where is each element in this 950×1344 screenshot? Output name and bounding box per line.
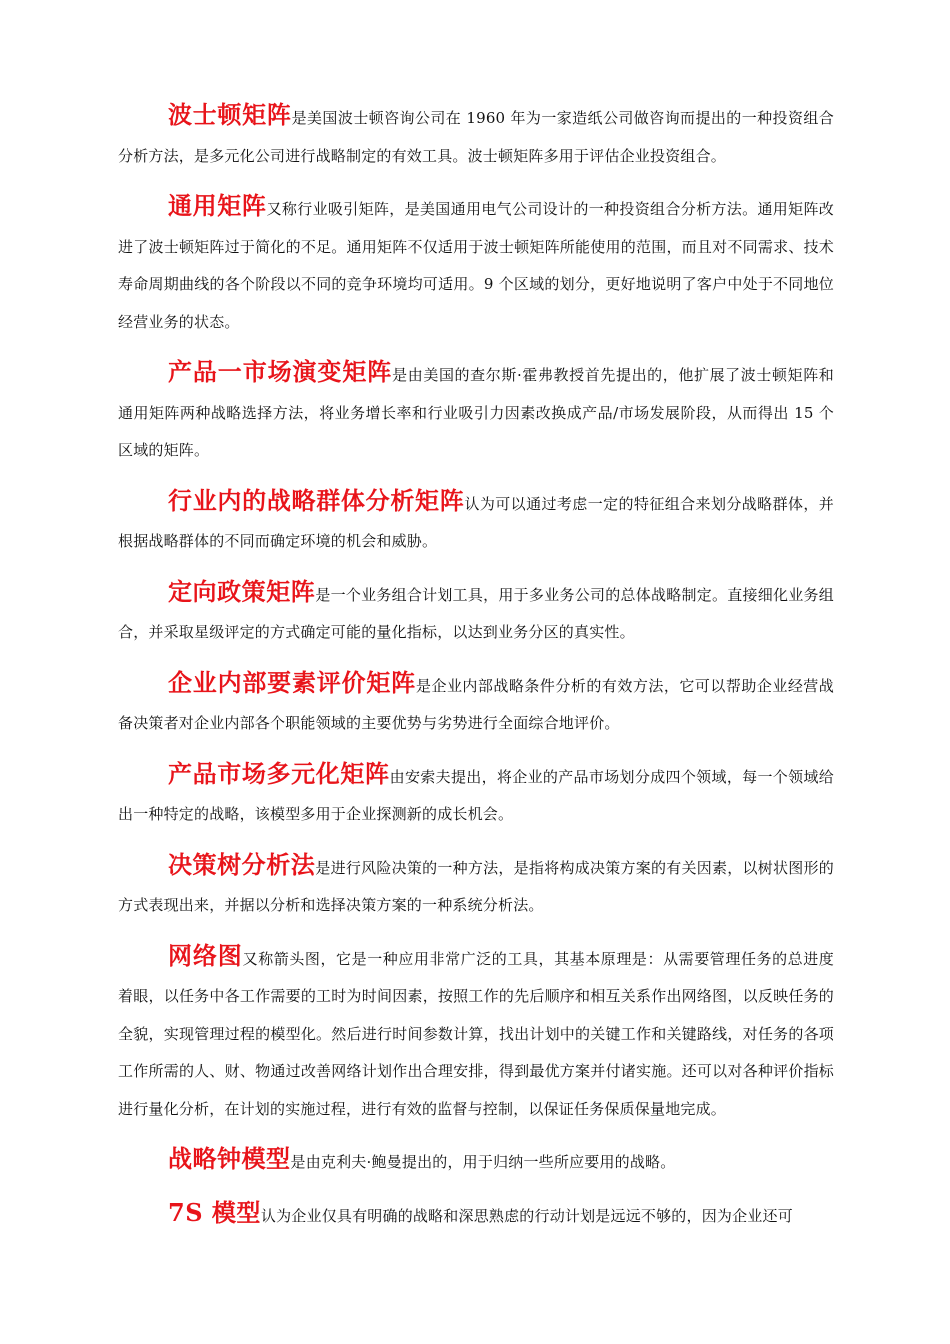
term-heading: 定向政策矩阵 [168, 576, 316, 606]
entry-text: 是企业内部战略条件分析的有效方法，它可以帮助企业经营战备决策者对企业内部各个职能领域的主要优势与劣势进行全面综合地评价。 [118, 676, 835, 732]
term-heading: 7S 模型 [168, 1197, 261, 1227]
entry-strategic-group-matrix [118, 482, 834, 561]
entry-text: 又称箭头图，它是一种应用非常广泛的工具，其基本原理是：从需要管理任务的总进度着眼，以任务中各工作需要的工时为时间因素，按照工作的先后顺序和相互关系作出网络图，以反映任务的全貌，实现管理过程的模型化。然后进行时间参数计算，找出计划中的关键工作和关键路线，对任务的各项工作所需的人、财、物通过改善网络计划作出合理安排，得到最优方案并付诸实施。还可以对各种评价指标进行量化分析，在计划的实施过程，进行有效的监督与控制，以保证任务保质保量地完成。 [118, 949, 835, 1118]
entry-ge-matrix [118, 187, 834, 341]
entry-text: 由安索夫提出，将企业的产品市场划分成四个领域，每一个领域给出一种特定的战略，该模型多用于企业探测新的成长机会。 [118, 767, 834, 823]
entry-directional-policy-matrix [118, 573, 834, 652]
term-heading: 行业内的战略群体分析矩阵 [168, 485, 465, 515]
entry-ansoff-matrix [118, 755, 834, 834]
entry-network-diagram [118, 937, 834, 1129]
entry-product-market-evolution-matrix [118, 353, 834, 470]
document-page [118, 96, 834, 1235]
entry-decision-tree [118, 846, 834, 925]
entry-text: 认为可以通过考虑一定的特征组合来划分战略群体，并根据战略群体的不同而确定环境的机会和威胁。 [118, 494, 834, 550]
entry-text: 是进行风险决策的一种方法，是指将构成决策方案的有关因素，以树状图形的方式表现出来，并据以分析和选择决策方案的一种系统分析法。 [118, 858, 834, 914]
entry-strategy-clock [118, 1140, 834, 1182]
term-heading: 企业内部要素评价矩阵 [168, 667, 416, 697]
term-heading: 产品市场多元化矩阵 [168, 758, 390, 788]
entry-text: 是一个业务组合计划工具，用于多业务公司的总体战略制定。直接细化业务组合，并采取星级评定的方式确定可能的量化指标，以达到业务分区的真实性。 [118, 585, 834, 641]
term-heading: 网络图 [168, 940, 243, 970]
entry-7s-model [118, 1194, 834, 1236]
entry-internal-factor-matrix [118, 664, 834, 743]
term-heading: 产品一市场演变矩阵 [168, 357, 393, 386]
entry-text: 认为企业仅具有明确的战略和深思熟虑的行动计划是远远不够的，因为企业还可 [260, 1206, 793, 1225]
term-heading: 通用矩阵 [168, 191, 267, 220]
entry-text: 是美国波士顿咨询公司在 1960 年为一家造纸公司做咨询而提出的一种投资组合分析方法，是多元化公司进行战略制定的有效工具。波士顿矩阵多用于评估企业投资组合。 [118, 109, 834, 165]
term-heading: 战略钟模型 [168, 1144, 291, 1173]
entry-text: 是由美国的查尔斯·霍弗教授首先提出的，他扩展了波士顿矩阵和通用矩阵两种战略选择方法，将业务增长率和行业吸引力因素改换成产品/市场发展阶段，从而得出 15 个区域的矩阵。 [118, 366, 835, 459]
term-heading: 波士顿矩阵 [168, 100, 292, 129]
entry-text: 是由克利夫·鲍曼提出的，用于归纳一些所应要用的战略。 [290, 1153, 676, 1171]
entry-text: 又称行业吸引矩阵，是美国通用电气公司设计的一种投资组合分析方法。通用矩阵改进了波士顿矩阵过于简化的不足。通用矩阵不仅适用于波士顿矩阵所能使用的范围，而且对不同需求、技术寿命周期曲线的各个阶段以不同的竞争环境均可适用。9 个区域的划分，更好地说明了客户中处于不同地位经营业务的状态。 [118, 200, 835, 331]
entry-boston-matrix [118, 96, 834, 175]
term-heading: 决策树分析法 [168, 849, 316, 879]
